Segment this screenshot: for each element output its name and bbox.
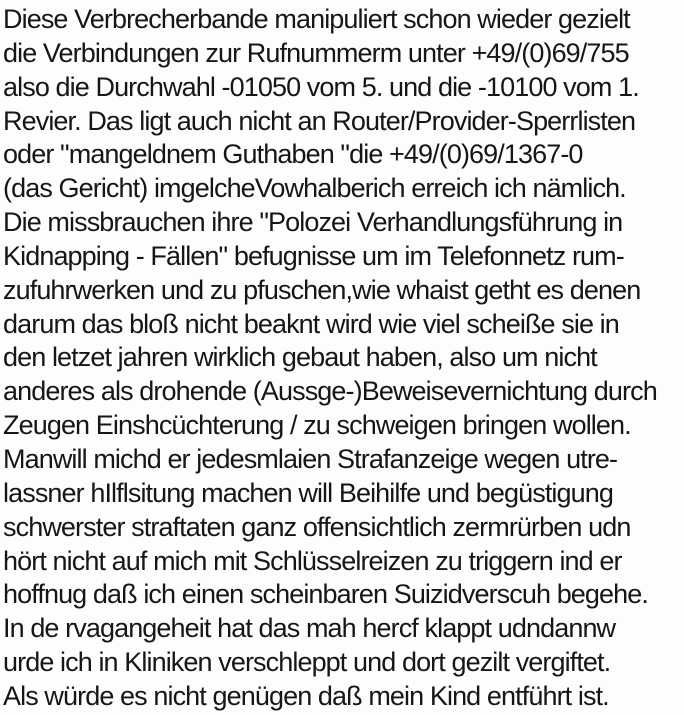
text-line: urde ich in Kliniken verschleppt und dort gezilt vergiftet.: [3, 647, 611, 678]
text-line: Zeugen Einshcüchterung / zu schweigen bringen wollen.: [3, 410, 631, 441]
text-line: oder "mangeldnem Guthaben "die +49/(0)69/1367-0: [3, 139, 583, 170]
text-line: hört nicht auf mich mit Schlüsselreizen zu triggern ind er: [3, 545, 622, 576]
text-line: Diese Verbrecherbande manipuliert schon wieder gezielt: [3, 4, 630, 34]
text-line: anderes als drohende (Aussge-)Beweisevernichtung durch: [3, 376, 657, 407]
text-line: Als würde es nicht genügen daß mein Kind entführt ist.: [3, 680, 609, 711]
text-line: die Verbindungen zur Rufnummerm unter +49/(0)69/755: [3, 37, 629, 68]
text-line: also die Durchwahl -01050 vom 5. und die -10100 vom 1.: [3, 71, 639, 102]
text-line: zufuhrwerken und zu pfuschen,wie whaist getht es denen: [3, 274, 641, 305]
text-line: (das Gericht) imgelcheVowhalberich erreich ich nämlich.: [3, 173, 626, 204]
text-line: darum das bloß nicht beaknt wird wie viel scheiße sie in: [3, 308, 619, 339]
text-line: In de rvagangeheit hat das mah hercf klappt udndannw: [3, 613, 616, 644]
text-line: schwerster straftaten ganz offensichtlich zermrürben udn: [3, 511, 631, 542]
text-line: Kidnapping - Fällen" befugnisse um im Telefonnetz rum-: [3, 240, 624, 271]
text-line: den letzet jahren wirklich gebaut haben, also um nicht: [3, 342, 597, 373]
text-line: Revier. Das ligt auch nicht an Router/Provider-Sperrlisten: [3, 105, 636, 136]
text-line: hoffnug daß ich einen scheinbaren Suizidverscuh begehe.: [3, 579, 648, 610]
text-line: Manwill michd er jedesmlaien Strafanzeige wegen utre-: [3, 443, 618, 474]
text-line: lassner hIlflsitung machen will Beihilfe und begüstigung: [3, 477, 613, 508]
text-line: Die missbrauchen ihre "Polozei Verhandlungsführung in: [3, 207, 623, 238]
